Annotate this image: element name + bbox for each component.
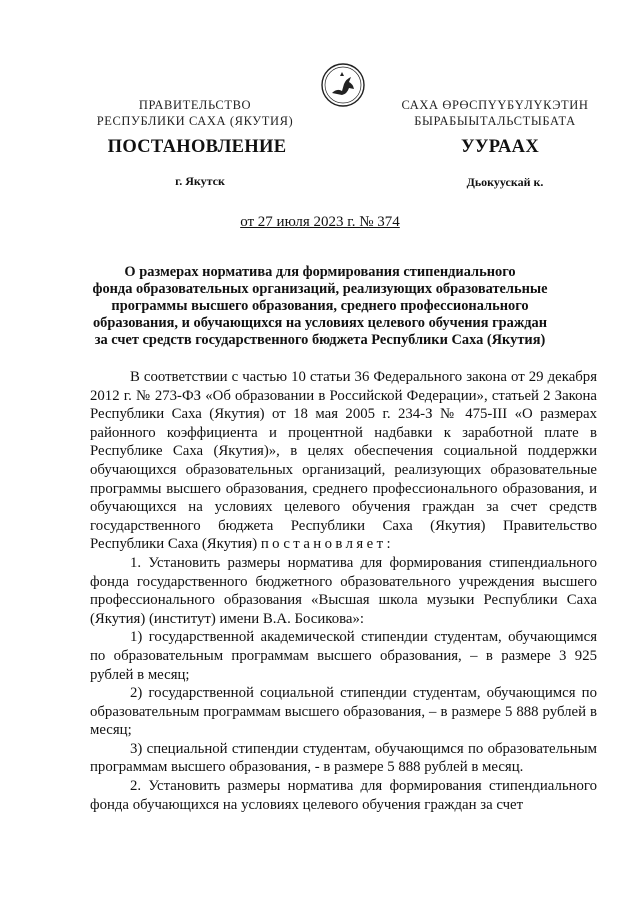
government-name-ru-line1: ПРАВИТЕЛЬСТВО — [138, 98, 252, 112]
item-1-2: 2) государственной социальной стипендии студентам, обучающимся по образовательным программам высшего образования, – в размере 5 888 рублей в месяц; — [90, 685, 597, 739]
city-ru: г. Якутск — [175, 174, 225, 188]
republic-emblem-icon — [320, 62, 366, 108]
doc-type-ru: ПОСТАНОВЛЕНИЕ — [107, 137, 287, 157]
item-1: 1. Установить размеры норматива для формирования стипендиального фонда государственного бюджетного образовательного учреждения высшего профессионального образования «Высшая школа музыки Республики Саха (Якутия) (институт) имени В.А. Босикова»: — [90, 554, 597, 627]
item-2: 2. Установить размеры норматива для формирования стипендиального фонда обучающихся на условиях целевого обучения граждан за счет — [90, 778, 597, 813]
government-name-sah-line2: БЫРАБЫЫТАЛЬСТЫБАТА — [414, 114, 576, 128]
decree-title-line: образования, и обучающихся на условиях целевого обучения граждан — [92, 315, 548, 331]
decree-date: от 27 июля 2023 г. № 374 — [240, 214, 400, 230]
preamble-paragraph — [90, 368, 597, 554]
decree-title-line: за счет средств государственного бюджета Республики Саха (Якутия) — [94, 332, 546, 348]
doc-type-sah: УУРААХ — [461, 137, 539, 157]
decree-title-line: программы высшего образования, среднего профессионального — [111, 298, 529, 314]
city-sah: Дьокуускай к. — [466, 175, 544, 189]
decree-title-line: фонда образовательных организаций, реализующих образовательные — [92, 281, 548, 297]
decree-title — [90, 264, 550, 349]
item-1-3: 3) специальной стипендии студентам, обучающимся по образовательным программам высшего образования, - в размере 5 888 рублей в месяц. — [90, 740, 597, 776]
decree-title-line: О размерах норматива для формирования стипендиального — [124, 264, 516, 280]
government-name-ru-line2: РЕСПУБЛИКИ САХА (ЯКУТИЯ) — [96, 114, 294, 128]
government-name-ru — [95, 97, 295, 129]
decree-body — [90, 368, 597, 814]
government-name-sah-line1: САХА ӨРӨСПҮҮБҮЛҮКЭТИН — [401, 98, 589, 112]
preamble-text: В соответствии с частью 10 статьи 36 Федерального закона от 29 декабря 2012 г. № 273-ФЗ «Об образовании в Российской Федерации», статьей 2 Закона Республики Саха (Якутия) от 18 мая 2005 г. 234-З № 475-III «О размерах районного коэффициента и процентной надбавки к заработной плате в Республике Саха (Якутия)», в целях обеспечения социальной поддержки обучающихся образовательных организаций, реализующих образовательные программы высшего образования, среднего профессионального образования, и обучающихся на условиях целевого обучения граждан за счет средств государственного бюджета Республики Саха (Якутия) Правительство Республики Саха (Якутия) — [90, 369, 597, 553]
item-1-1: 1) государственной академической стипендии студентам, обучающимся по образовательным программам высшего образования, – в размере 3 925 рублей в месяц; — [90, 629, 597, 683]
government-name-sah — [390, 97, 600, 129]
decree-word: постановляет: — [260, 536, 394, 553]
